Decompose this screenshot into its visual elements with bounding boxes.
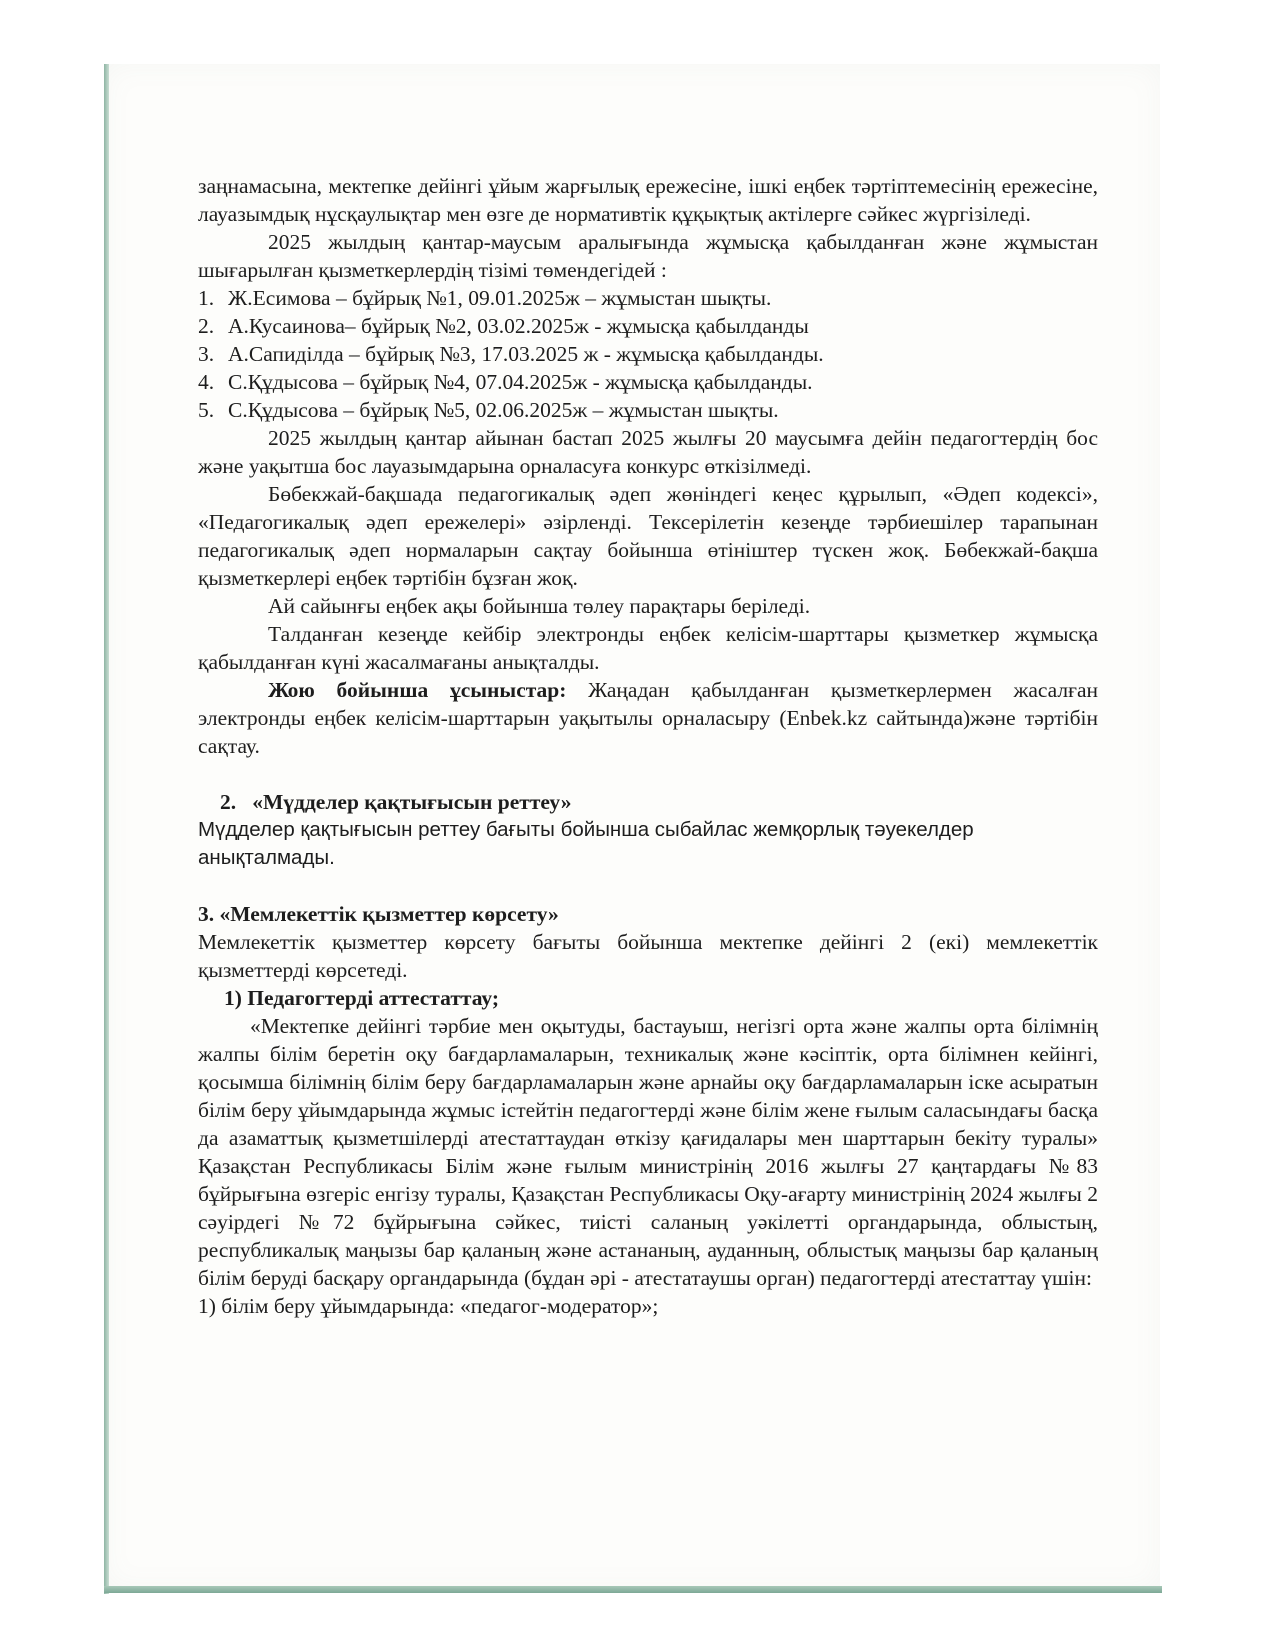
list-item-text: А.Сапиділда – бұйрық №3, 17.03.2025 ж - жұмысқа қабылданды. xyxy=(228,342,824,366)
section-3-body: «Мектепке дейінгі тәрбие мен оқытуды, бастауыш, негізгі орта және жалпы орта білімнің жалпы білім беретін оқу бағдарламаларын, техникалық және кәсіптік, орта білімнен кейінгі, қосымша білімнің білім беру бағдарламаларын және арнайы оқу бағдарламаларын іске асыратын білім беру ұйымдарында жұмыс істейтін педагогтерді және білім жене ғылым саласындағы басқа да азаматтық қызметшілерді атестаттаудан өткізу қағидалары мен шарттарын бекіту туралы» Қазақстан Республикасы Білім және ғылым министрінің 2016 жылғы 27 қаңтардағы №83 бұйрығына өзгеріс енгізу туралы, Қазақстан Республикасы Оқу-ағарту министрінің 2024 жылғы 2 сәуірдегі №72 бұйрығына сәйкес, тиісті саланың уәкілетті органдарында, облыстың, республикалық маңызы бар қаланың және астананың, ауданның, облыстық маңызы бар қаланың білім беруді басқару органдарында (бұдан әрі - атестатаушы орган) педагогтерді атестаттау үшін: xyxy=(198,1014,1098,1290)
section-3-text: Мемлекеттік қызметтер көрсету бағыты бойынша мектепке дейінгі 2 (екі) мемлекеттік қызметтерді көрсетеді. xyxy=(198,930,1098,982)
contest-paragraph: 2025 жылдың қантар айынан бастап 2025 жылғы 20 маусымға дейін педагогтердің бос және уақытша бос лауазымдарына орналасуға конкурс өткізілмеді. xyxy=(198,426,1098,478)
intro-paragraph: заңнамасына, мектепке дейінгі ұйым жарғылық ережесіне, ішкі еңбек тәртіптемесінің ережесіне, лауазымдық нұсқаулықтар мен өзге де нормативтік құқықтық актілерге сәйкес жүргізіледі. xyxy=(198,174,1098,226)
section-2-title: «Мүдделер қақтығысын реттеу» xyxy=(252,790,572,814)
contracts-paragraph: Талданған кезеңде кейбір электронды еңбек келісім-шарттары қызметкер жұмысқа қабылданған күні жасалмағаны анықталды. xyxy=(198,622,1098,674)
list-item xyxy=(198,284,1098,312)
section-2-text: Мүдделер қақтығысын реттеу бағыты бойынша сыбайлас жемқорлық тәуекелдер анықталмады. xyxy=(198,818,974,869)
scan-edge-left xyxy=(104,64,109,1594)
document-body xyxy=(198,172,1098,1320)
list-item-number: 4. xyxy=(198,370,215,394)
payslip-paragraph: Ай сайынғы еңбек ақы бойынша төлеу парақтары беріледі. xyxy=(268,594,811,618)
list-item xyxy=(198,312,1098,340)
recommendation-text: Жаңадан қабылданған қызметкерлермен жасалған электронды еңбек келісім-шарттарын уақытылы орналасыру (Enbek.kz сайтында)және тәртібін сақтау. xyxy=(198,678,1098,758)
staff-list xyxy=(198,284,1098,424)
recommendation-paragraph xyxy=(198,676,1098,760)
list-item-text: Ж.Есимова – бұйрық №1, 09.01.2025ж – жұмыстан шықты. xyxy=(228,286,772,310)
section-3-heading: 3. «Мемлекеттік қызметтер көрсету» xyxy=(198,902,559,926)
list-item-number: 5. xyxy=(198,398,215,422)
list-item-text: С.Құдысова – бұйрық №5, 02.06.2025ж – жұмыстан шықты. xyxy=(228,398,779,422)
list-item-number: 2. xyxy=(198,314,215,338)
section-3-subtitle: 1) Педагогтерді аттестаттау; xyxy=(224,986,499,1010)
ethics-paragraph: Бөбекжай-бақшада педагогикалық әдеп жөніндегі кеңес құрылып, «Әдеп кодексі», «Педагогикалық әдеп ережелері» әзірленді. Тексерілетін кезеңде тәрбиешілер тарапынан педагогикалық әдеп нормаларын сақтау бойынша өтініштер түскен жоқ. Бөбекжай-бақша қызметкерлері еңбек тәртібін бұзған жоқ. xyxy=(198,482,1098,590)
scan-edge-bottom xyxy=(104,1586,1162,1593)
section-3-last-line: 1) білім беру ұйымдарында: «педагог-модератор»; xyxy=(198,1294,659,1318)
list-item-number: 1. xyxy=(198,286,215,310)
list-item-number: 3. xyxy=(198,342,215,366)
list-item-text: А.Кусаинова– бұйрық №2, 03.02.2025ж - жұмысқа қабылданды xyxy=(228,314,809,338)
staff-intro-paragraph: 2025 жылдың қантар-маусым аралығында жұмысқа қабылданған және жұмыстан шығарылған қызметкерлердің тізімі төмендегідей : xyxy=(198,230,1098,282)
list-item xyxy=(198,340,1098,368)
recommendation-label: Жою бойынша ұсыныстар: xyxy=(268,678,567,702)
section-2-heading xyxy=(198,788,1098,816)
list-item xyxy=(198,396,1098,424)
list-item xyxy=(198,368,1098,396)
section-2-number: 2. xyxy=(220,790,237,814)
list-item-text: С.Құдысова – бұйрық №4, 07.04.2025ж - жұмысқа қабылданды. xyxy=(228,370,813,394)
